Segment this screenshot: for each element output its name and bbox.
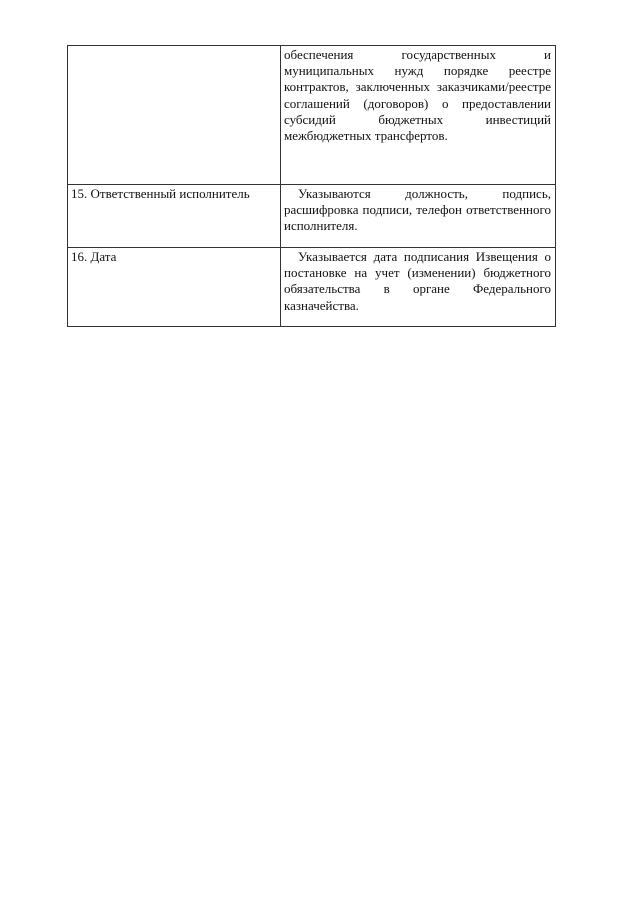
row-description: обеспечения государственных и муниципальных нужд порядке реестре контрактов, заключенных заказчиками/реестре соглашений (договоров) о предоставлении субсидий бюджетных инвестиций межбюджетных трансфертов. — [281, 46, 556, 185]
row-label — [68, 46, 281, 185]
document-table — [67, 45, 556, 327]
row-label: 15. Ответственный исполнитель — [68, 185, 281, 248]
table-row — [68, 248, 556, 327]
row-description: Указывается дата подписания Извещения о постановке на учет (изменении) бюджетного обязательства в органе Федерального казначейства. — [281, 248, 556, 327]
row-label: 16. Дата — [68, 248, 281, 327]
row-description: Указываются должность, подпись, расшифровка подписи, телефон ответственного исполнителя. — [281, 185, 556, 248]
table-row — [68, 46, 556, 185]
table-row — [68, 185, 556, 248]
